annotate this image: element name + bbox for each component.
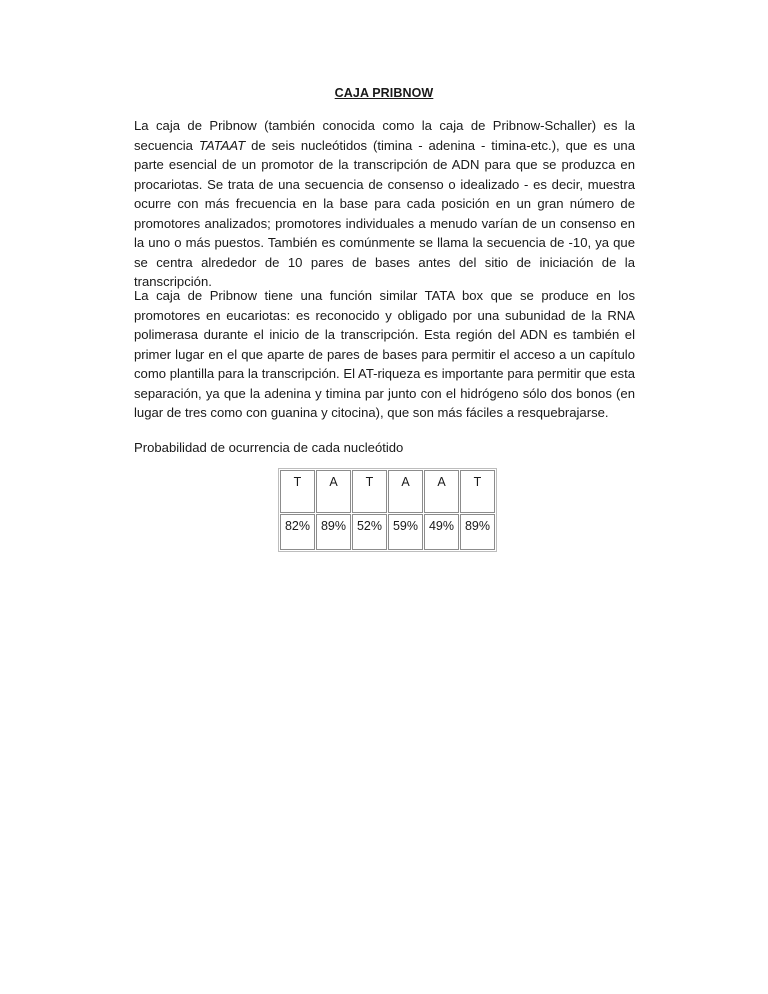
table-header-cell: A xyxy=(424,470,459,513)
document-title: CAJA PRIBNOW xyxy=(334,86,434,100)
table-header-cell: A xyxy=(316,470,351,513)
table-cell: 89% xyxy=(316,514,351,550)
table-cell: 59% xyxy=(388,514,423,550)
table-cell: 52% xyxy=(352,514,387,550)
paragraph-2: La caja de Pribnow tiene una función similar TATA box que se produce en los promotores en eucariotas: es reconocido y obligado por una subunidad de la RNA polimerasa durante el inicio de la transcripción. Esta región del ADN es también el primer lugar en el que aparte de pares de bases para permitir el acceso a un capítulo como plantilla para la transcripción. El AT-riqueza es importante para permitir que esta separación, ya que la adenina y timina par junto con el hidrógeno sólo dos bonos (en lugar de tres como con guanina y citocina), que son más fáciles a resquebrajarse. xyxy=(134,288,635,420)
nucleotide-probability-table xyxy=(278,468,497,552)
paragraph-1-start: La caja de Pribnow (también conocida como la caja de Pribnow-Schaller) es la secuencia xyxy=(134,118,635,153)
sequence-tataat: TATAAT xyxy=(198,137,246,153)
table-header-row xyxy=(280,470,495,513)
table-header-cell: T xyxy=(352,470,387,513)
table-header-cell: A xyxy=(388,470,423,513)
paragraph-1-rest: de seis nucleótidos (timina - adenina - timina-etc.), que es una parte esencial de un promotor de la transcripción de ADN para que se produzca en procariotas. Se trata de una secuencia de consenso o idealizado - es decir, muestra ocurre con más frecuencia en la base para cada posición en un gran número de promotores analizados; promotores individuales a menudo varían de un consenso en la uno o más puestos. También es comúnmente se llama la secuencia de -10, ya que se centra alrededor de 10 pares de bases antes del sitio de iniciación de la transcripción. xyxy=(134,137,635,289)
table-header-cell: T xyxy=(280,470,315,513)
table-cell: 82% xyxy=(280,514,315,550)
table-header-cell: T xyxy=(460,470,495,513)
table-cell: 89% xyxy=(460,514,495,550)
table-caption: Probabilidad de ocurrencia de cada nucleótido xyxy=(134,440,404,455)
table-cell: 49% xyxy=(424,514,459,550)
table-row xyxy=(280,514,495,550)
paragraph-1 xyxy=(134,116,635,292)
